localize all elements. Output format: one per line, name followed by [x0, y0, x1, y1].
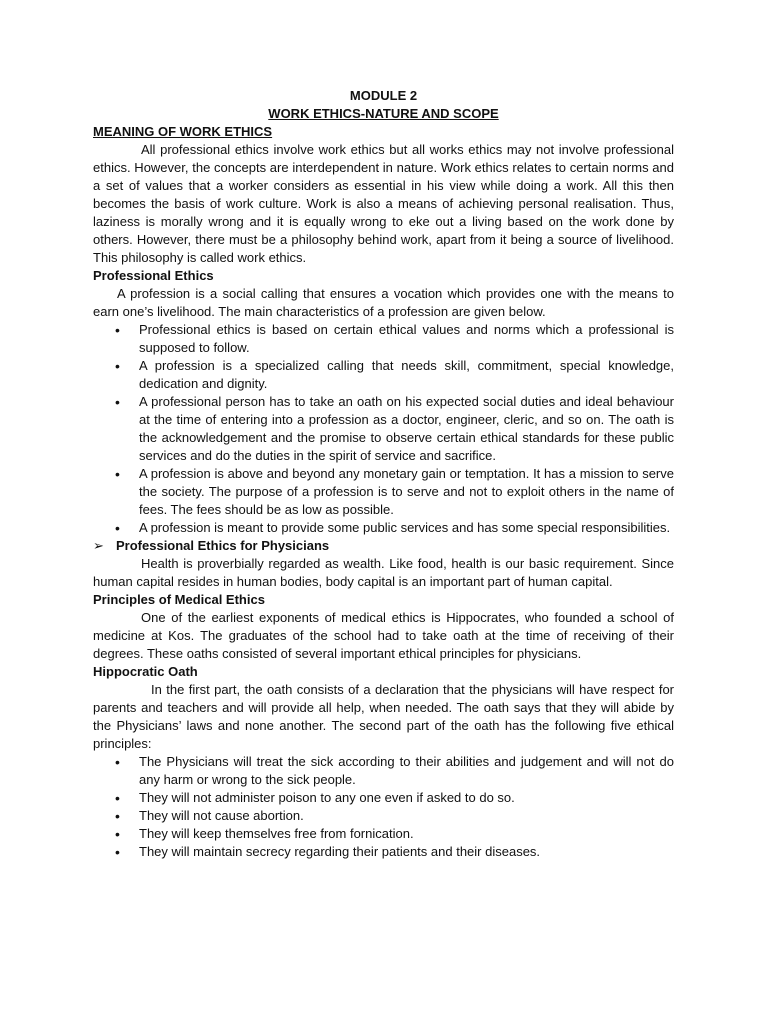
- physicians-heading-row: [93, 537, 674, 555]
- hippocratic-oath-paragraph: In the first part, the oath consists of a declaration that the physicians will have respect for parents and teachers and will provide all help, when needed. The oath says that they will abide by the Physicians’ laws and none another. The second part of the oath has the following five ethical principles:: [93, 682, 674, 751]
- list-item: • They will keep themselves free from fornication.: [139, 825, 674, 843]
- list-item: • A profession is above and beyond any monetary gain or temptation. It has a mission to serve the society. The purpose of a profession is to serve and not to exploit others in the name of fees. The fees should be as low as possible.: [139, 465, 674, 519]
- list-item: • They will not cause abortion.: [139, 807, 674, 825]
- document-page: [93, 87, 674, 861]
- module-title: MODULE 2: [349, 88, 418, 103]
- list-item: • The Physicians will treat the sick according to their abilities and judgement and will not do any harm or wrong to the sick people.: [139, 753, 674, 789]
- list-item: • A profession is meant to provide some public services and has some special responsibilities.: [139, 519, 674, 537]
- physicians-paragraph: Health is proverbially regarded as wealth. Like food, health is our basic requirement. Since human capital resides in human bodies, body capital is an important part of human capital.: [93, 556, 674, 589]
- professional-ethics-paragraph: A profession is a social calling that ensures a vocation which provides one with the means to earn one’s livelihood. The main characteristics of a profession are given below.: [93, 286, 674, 319]
- arrow-bullet-icon: ➢: [93, 538, 104, 553]
- subtitle: WORK ETHICS-NATURE AND SCOPE: [268, 106, 499, 121]
- list-item: • They will maintain secrecy regarding their patients and their diseases.: [139, 843, 674, 861]
- professional-ethics-heading: Professional Ethics: [93, 268, 214, 283]
- principles-paragraph: One of the earliest exponents of medical ethics is Hippocrates, who founded a school of medicine at Kos. The graduates of the school had to take oath at the time of receiving of their degrees. These oaths consisted of several important ethical principles for physicians.: [93, 610, 674, 661]
- list-item: • They will not administer poison to any one even if asked to do so.: [139, 789, 674, 807]
- physicians-heading: Professional Ethics for Physicians: [116, 538, 330, 553]
- list-item: • A profession is a specialized calling that needs skill, commitment, special knowledge, dedication and dignity.: [139, 357, 674, 393]
- profession-characteristics-list: [93, 321, 674, 537]
- hippocratic-oath-heading: Hippocratic Oath: [93, 664, 198, 679]
- list-item: • Professional ethics is based on certain ethical values and norms which a professional is supposed to follow.: [139, 321, 674, 357]
- meaning-paragraph: All professional ethics involve work ethics but all works ethics may not involve professional ethics. However, the concepts are interdependent in nature. Work ethics relates to certain norms and a set of values that a worker considers as essential in his view while doing a work. All this then becomes the basis of work culture. Work is also a means of achieving personal realisation. Thus, laziness is morally wrong and it is equally wrong to eke out a living based on the work done by others. However, there must be a philosophy behind work, apart from it being a source of livelihood. This philosophy is called work ethics.: [93, 142, 674, 265]
- principles-heading: Principles of Medical Ethics: [93, 592, 265, 607]
- meaning-heading: MEANING OF WORK ETHICS: [93, 124, 273, 139]
- list-item: • A professional person has to take an oath on his expected social duties and ideal behaviour at the time of entering into a profession as a doctor, engineer, cleric, and so on. The oath is the acknowledgement and the promise to observe certain ethical standards for these public services and do the duties in the spirit of service and sacrifice.: [139, 393, 674, 465]
- ethical-principles-list: [93, 753, 674, 861]
